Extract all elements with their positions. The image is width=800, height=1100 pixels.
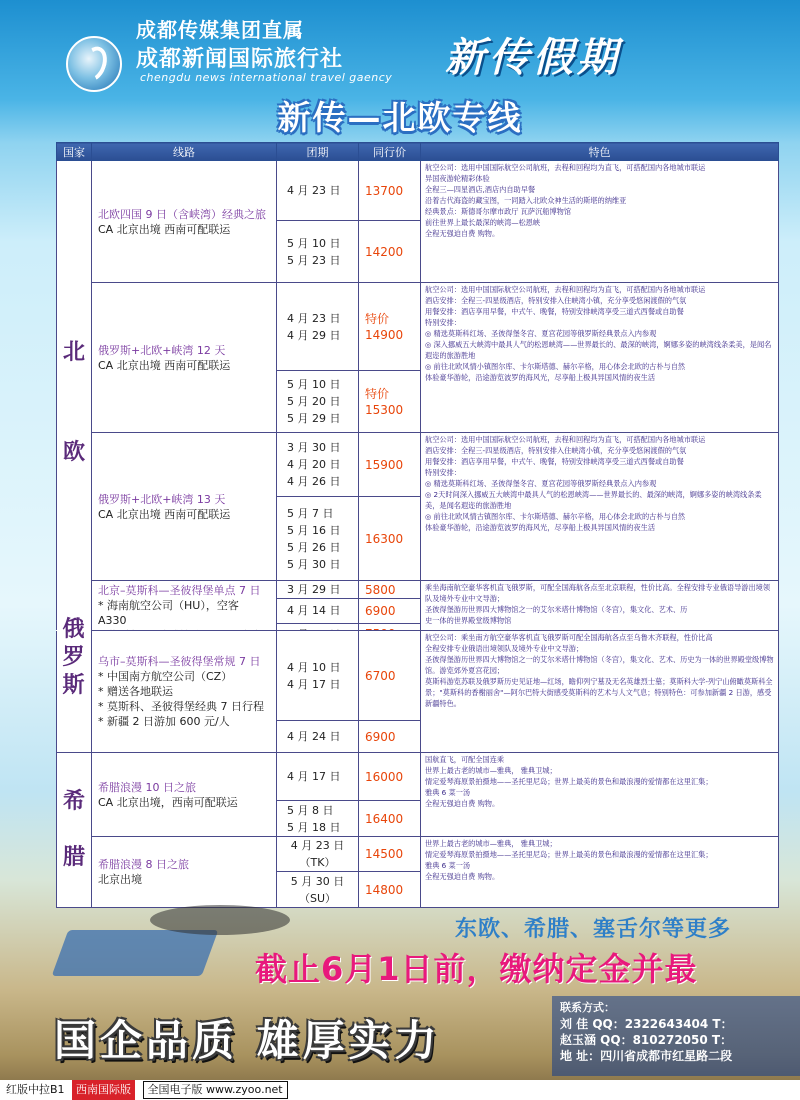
country-russia-cell bbox=[57, 568, 90, 748]
company-affiliation: 成都传媒集团直属 bbox=[136, 18, 304, 42]
group-price: 16000 bbox=[359, 753, 421, 801]
route-features: 乘坐海南航空豪华客机直飞俄罗斯，可配全国海航各点至北京联程，性价比高。全程安排专业俄语导游出境领队及境外专业中文导游； 圣彼得堡游历世界四大博物馆之一的艾尔米塔什博物馆（冬宫），集文化、艺术、历 史一体的世界殿堂级博物馆 bbox=[421, 581, 779, 646]
group-dates: 5 月 10 日 5 月 20 日 5 月 29 日 bbox=[277, 371, 359, 433]
route-cell bbox=[92, 631, 277, 753]
tour-table bbox=[56, 142, 779, 646]
header-price: 同行价 bbox=[359, 143, 421, 161]
table-row bbox=[57, 837, 779, 872]
company-motto: 国企品质 雄厚实力 bbox=[54, 1016, 441, 1065]
group-price: 6900 bbox=[359, 721, 421, 753]
route-sub: * 海南航空公司（HU），空客 A330 bbox=[98, 599, 239, 627]
route-title: 希腊浪漫 10 日之旅 bbox=[98, 780, 196, 794]
route-cell bbox=[92, 161, 277, 283]
route-features: 航空公司：选用中国国际航空公司航班，去程和回程均为直飞，可搭配国内各地城市联运 酒店安排：全程三-四星级酒店，特别安排入住峡湾小镇，充分享受悠闲渡假的气氛 用餐安排：酒店享用早餐，中式午、晚餐，特别安排峡湾享受三道式西餐或自助餐 特别安排： ◎ 精选莫斯科红场、圣彼得堡冬宫、夏宫花园等俄罗斯经典景点入内参观 ◎ 2天时间深入挪威五大峡湾中最具人气的松恩峡湾——世界最长的、最深的峡湾，婀娜多姿的峡湾线条柔美，是闻名遐迩的旅游胜地 ◎ 前往北欧风情古镇图尔库、卡尔斯塔德、赫尔辛格，用心体会北欧的古朴与自然 体验豪华游轮，沿途游览波罗的海风光，尽享船上极具异国风情的夜生活 bbox=[421, 433, 779, 581]
group-dates: 4 月 17 日 bbox=[277, 753, 359, 801]
promo-slogan: 东欧、希腊、塞舌尔等更多 bbox=[455, 917, 732, 942]
route-title: 北欧四国 9 日（含峡湾）经典之旅 bbox=[98, 207, 266, 221]
contact-line: 刘 佳 QQ：2322643404 T： bbox=[560, 1017, 733, 1031]
route-features: 国航直飞，可配全国连乘 世界上最古老的城市—雅典， 雅典卫城； 情定爱琴海原景拍摄地——圣托里尼岛；世界上最美的景色和最浪漫的爱情都在这里汇集； 雅典 6 菜一汤 全程无强迫自费 购物。 bbox=[421, 753, 779, 837]
route-title: 北京–莫斯科—圣彼得堡单点 7 日 bbox=[98, 584, 261, 597]
contact-address: 地 址：四川省成都市红星路二段 bbox=[560, 1049, 733, 1063]
group-dates: 4 月 14 日 bbox=[277, 599, 359, 623]
header-features: 特色 bbox=[421, 143, 779, 161]
route-cell bbox=[92, 753, 277, 837]
route-sub: * 中国南方航空公司（CZ） * 赠送各地联运 * 莫斯科、圣彼得堡经典 7 日行程 * 新疆 2 日游加 600 元/人 bbox=[98, 670, 264, 728]
header bbox=[0, 0, 800, 92]
route-cell bbox=[92, 837, 277, 908]
header-route: 线路 bbox=[92, 143, 277, 161]
group-dates: 3 月 29 日 bbox=[277, 581, 359, 599]
route-title: 希腊浪漫 8 日之旅 bbox=[98, 858, 189, 871]
group-dates: 4 月 10 日 4 月 17 日 bbox=[277, 631, 359, 721]
header-dates: 团期 bbox=[277, 143, 359, 161]
group-dates: 5 月 7 日 5 月 16 日 5 月 26 日 5 月 30 日 bbox=[277, 497, 359, 581]
contact-box bbox=[552, 996, 800, 1076]
page-footer bbox=[0, 1080, 800, 1100]
company-name: 成都新闻国际旅行社 bbox=[136, 47, 344, 72]
group-price: 特价 14900 bbox=[359, 283, 421, 371]
group-dates: 4 月 23 日 bbox=[277, 161, 359, 221]
company-english-name: chengdu news international travel gaency bbox=[140, 71, 393, 84]
group-price: 15900 bbox=[359, 433, 421, 497]
group-price: 6700 bbox=[359, 631, 421, 721]
country-russia: 俄 罗 斯 bbox=[62, 617, 85, 698]
route-sub: CA 北京出境 西南可配联运 bbox=[98, 507, 231, 521]
route-title: 俄罗斯+北欧+峡湾 13 天 bbox=[98, 492, 226, 506]
route-cell bbox=[92, 283, 277, 433]
contact-title: 联系方式： bbox=[560, 1001, 615, 1014]
table-row bbox=[57, 581, 779, 599]
page-title: 新传—北欧专线 bbox=[277, 98, 523, 137]
footer-edition: 西南国际版 bbox=[72, 1080, 135, 1100]
group-dates: 4 月 23 日 4 月 29 日 bbox=[277, 283, 359, 371]
contact-line: 赵玉涵 QQ：810272050 T： bbox=[560, 1033, 733, 1047]
group-dates: 5 月 30 日 （SU） bbox=[277, 872, 359, 908]
route-sub: CA 北京出境 西南可配联运 bbox=[98, 358, 231, 372]
group-price: 14200 bbox=[359, 221, 421, 283]
group-dates: 5 月 8 日 5 月 18 日 bbox=[277, 801, 359, 837]
group-price: 6900 bbox=[359, 599, 421, 623]
route-cell bbox=[92, 433, 277, 581]
country-nordic: 北 欧 bbox=[57, 161, 92, 646]
route-title: 乌市–莫斯科—圣彼得堡常规 7 日 bbox=[98, 655, 261, 668]
footer-website[interactable]: 全国电子版 www.zyoo.net bbox=[143, 1081, 288, 1099]
table-row bbox=[57, 161, 779, 221]
group-price: 16400 bbox=[359, 801, 421, 837]
group-price: 特价 15300 bbox=[359, 371, 421, 433]
table-header-row bbox=[57, 143, 779, 161]
beach-lounger-image bbox=[52, 930, 219, 976]
country-greece: 希 腊 bbox=[57, 753, 92, 908]
beach-umbrella-image bbox=[150, 905, 290, 935]
header-country: 国家 bbox=[57, 143, 92, 161]
table-row bbox=[57, 433, 779, 497]
table-row bbox=[57, 753, 779, 801]
route-title: 俄罗斯+北欧+峡湾 12 天 bbox=[98, 343, 226, 357]
route-sub: CA 北京出境，西南可配联运 bbox=[98, 795, 238, 809]
group-dates: 3 月 30 日 4 月 20 日 4 月 26 日 bbox=[277, 433, 359, 497]
promo-deadline: 截止6月1日前，缴纳定金并最 bbox=[255, 950, 698, 988]
group-dates: 4 月 23 日 （TK） bbox=[277, 837, 359, 872]
tour-table-continued bbox=[56, 630, 779, 908]
table-row bbox=[57, 283, 779, 371]
footer-section: 红版中拉B1 bbox=[6, 1083, 65, 1096]
group-price: 13700 bbox=[359, 161, 421, 221]
route-sub: 北京出境 bbox=[98, 873, 142, 886]
group-dates: 5 月 10 日 5 月 23 日 bbox=[277, 221, 359, 283]
group-price: 14500 bbox=[359, 837, 421, 872]
group-price: 16300 bbox=[359, 497, 421, 581]
group-price: 5800 bbox=[359, 581, 421, 599]
route-sub: CA 北京出境 西南可配联运 bbox=[98, 222, 231, 236]
route-features: 航空公司：选用中国国际航空公司航班，去程和回程均为直飞，可搭配国内各地城市联运 异国夜游轮精彩体验 全程三—四星酒店,酒店内自助早餐 沿着古代海盗的藏宝图，一同踏入北欧众神生活的斯堪的纳维亚 经典景点：斯德哥尔摩市政厅 瓦萨沉船博物馆 前往世界上最长最深的峡湾—松恩峡 全程无强迫自费 购物。 bbox=[421, 161, 779, 283]
table-row bbox=[57, 631, 779, 721]
route-features: 航空公司：乘坐南方航空豪华客机直飞俄罗斯可配全国海航各点至乌鲁木齐联程，性价比高 全程安排专业俄语出境领队及境外专业中文导游； 圣彼得堡游历世界四大博物馆之一的艾尔米塔什博物馆（冬宫），集文化、艺术、历史为一体的世界殿堂级博物馆。游览郊外夏宫花园； 莫斯科游览苏联及俄罗斯历史见证地—红场，瞻仰列宁墓及无名英雄烈士墓；莫斯科大学-列宁山俯瞰莫斯科全景；"莫斯科的香榭丽舍"—阿尔巴特大街感受莫斯科的艺术与人文气息；特别特色：可参加新疆 2 日游，感受新疆特色。 bbox=[421, 631, 779, 753]
group-dates: 4 月 24 日 bbox=[277, 721, 359, 753]
group-price: 14800 bbox=[359, 872, 421, 908]
route-features: 航空公司：选用中国国际航空公司航班，去程和回程均为直飞，可搭配国内各地城市联运 酒店安排：全程三-四星级酒店，特别安排入住峡湾小镇，充分享受悠闲渡假的气氛 用餐安排：酒店享用早餐，中式午、晚餐，特别安排峡湾享受三道式西餐或自助餐 特别安排： ◎ 精选莫斯科红场、圣彼得堡冬宫、夏宫花园等俄罗斯经典景点入内参观 ◎ 深入挪威五大峡湾中最具人气的松恩峡湾——世界最长的、最深的峡湾，婀娜多姿的峡湾线条柔美，是闻名遐迩的旅游胜地 ◎ 前往北欧风情小镇图尔库、卡尔斯塔德、赫尔辛格，用心体会北欧的古朴与自然 体验豪华游轮，沿途游览波罗的海风光，尽享船上极具异国风情的夜生活 bbox=[421, 283, 779, 433]
route-features: 世界上最古老的城市—雅典， 雅典卫城； 情定爱琴海原景拍摄地——圣托里尼岛；世界上最美的景色和最浪漫的爱情都在这里汇集； 雅典 6 菜一汤 全程无强迫自费 购物。 bbox=[421, 837, 779, 908]
brand-name: 新传假期 bbox=[445, 34, 621, 81]
